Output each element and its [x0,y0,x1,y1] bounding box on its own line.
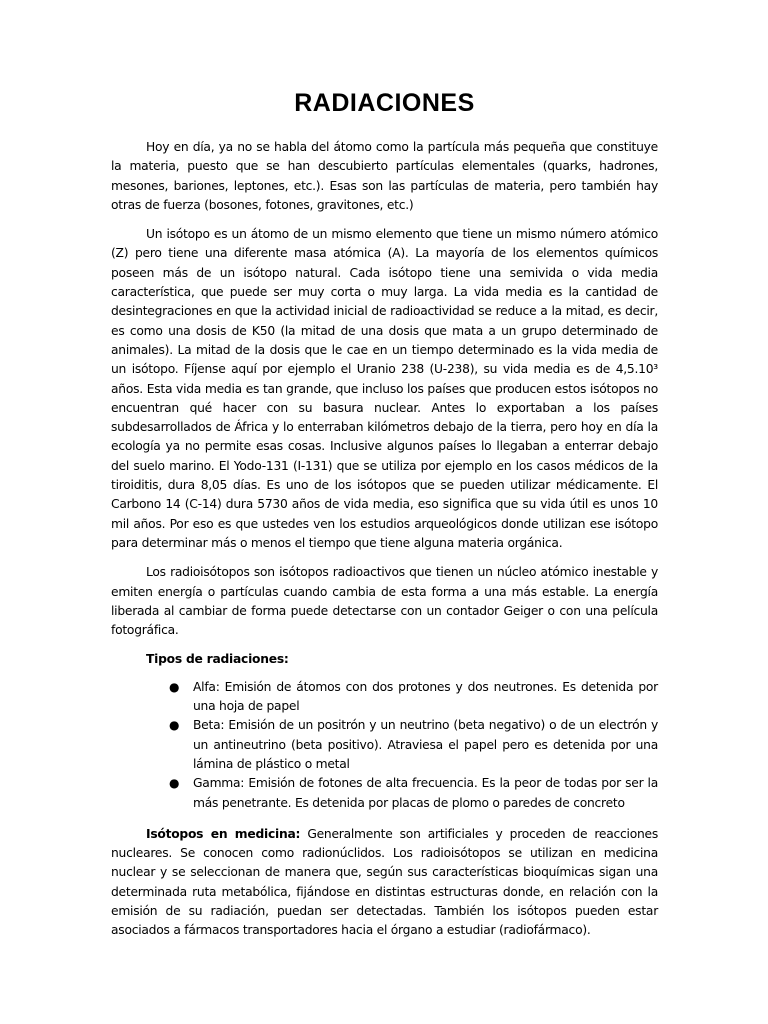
bullet-icon: ● [169,718,180,733]
list-item-text: Beta: Emisión de un positrón y un neutrino (beta negativo) o de un electrón y un antineutrino (beta positivo). Atraviesa el papel pero es detenida por una lámina de plástico o metal [193,718,658,771]
types-heading: Tipos de radiaciones: [146,652,289,667]
list-item-gamma [169,774,658,813]
paragraph-radioisotopos: Los radioisótopos son isótopos radioactivos que tienen un núcleo atómico inestable y emiten energía o partículas cuando cambia de esta forma a una más estable. La energía liberada al cambiar de forma puede detectarse con un contador Geiger o con una película fotográfica. [111,565,658,638]
bullet-icon: ● [169,776,180,791]
document-title: RADIACIONES [294,89,475,117]
paragraph-isotopo: Un isótopo es un átomo de un mismo elemento que tiene un mismo número atómico (Z) pero tiene una diferente masa atómica (A). La mayoría de los elementos químicos poseen más de un isótopo natural. Cada isótopo tiene una semivida o vida media característica, que puede ser muy corta o muy larga. La vida media es la cantidad de desintegraciones en que la actividad inicial de radioactividad se reduce a la mitad, es decir, es como una dosis de K50 (la mitad de una dosis que mata a un grupo determinado de animales). La mitad de la dosis que le cae en un tiempo determinado es la vida media de un isótopo. Fíjense aquí por ejemplo el Uranio 238 (U-238), su vida media es de 4,5.10³ años. Esta vida media es tan grande, que incluso los países que producen estos isótopos no encuentran qué hacer con su basura nuclear. Antes lo exportaban a los países subdesarrollados de África y lo enterraban kilómetros debajo de la tierra, pero hoy en día la ecología ya no permite esas cosas. Inclusive algunos países lo llegaban a enterrar debajo del suelo marino. El Yodo-131 (I-131) que se utiliza por ejemplo en los casos médicos de la tiroiditis, dura 8,05 días. Es uno de los isótopos que se pueden utilizar médicamente. El Carbono 14 (C-14) dura 5730 años de vida media, eso significa que su vida útil es unos 10 mil años. Por eso es que ustedes ven los estudios arqueológicos donde utilizan ese isótopo para determinar más o menos el tiempo que tiene alguna materia orgánica. [111,227,658,550]
radiation-types-list [111,678,658,813]
paragraph-intro: Hoy en día, ya no se habla del átomo como la partícula más pequeña que constituye la materia, puesto que se han descubierto partículas elementales (quarks, hadrones, mesones, bariones, leptones, etc.). Esas son las partículas de materia, pero también hay otras de fuerza (bosones, fotones, gravitones, etc.) [111,140,658,212]
paragraph-medicina-lead: Isótopos en medicina: [146,826,301,841]
paragraph-medicina-body: Generalmente son artificiales y proceden de reacciones nucleares. Se conocen como radionúclidos. Los radioisótopos se utilizan en medicina nuclear y se seleccionan de manera que, según sus características bioquímicas sigan una determinada ruta metabólica, fijándose en distintas estructuras donde, en relación con la emisión de su radiación, puedan ser detectadas. También los isótopos pueden estar asociados a fármacos transportadores hacia el órgano a estudiar (radiofármaco). [111,826,658,938]
list-item-beta [169,716,658,774]
paragraph-medicina [111,825,658,941]
list-item-text: Alfa: Emisión de átomos con dos protones y dos neutrones. Es detenida por una hoja de papel [193,679,658,714]
bullet-icon: ● [169,679,180,694]
document-page [111,88,658,951]
list-item-text: Gamma: Emisión de fotones de alta frecuencia. Es la peor de todas por ser la más penetrante. Es detenida por placas de plomo o paredes de concreto [193,776,658,810]
list-item-alfa [169,678,658,717]
